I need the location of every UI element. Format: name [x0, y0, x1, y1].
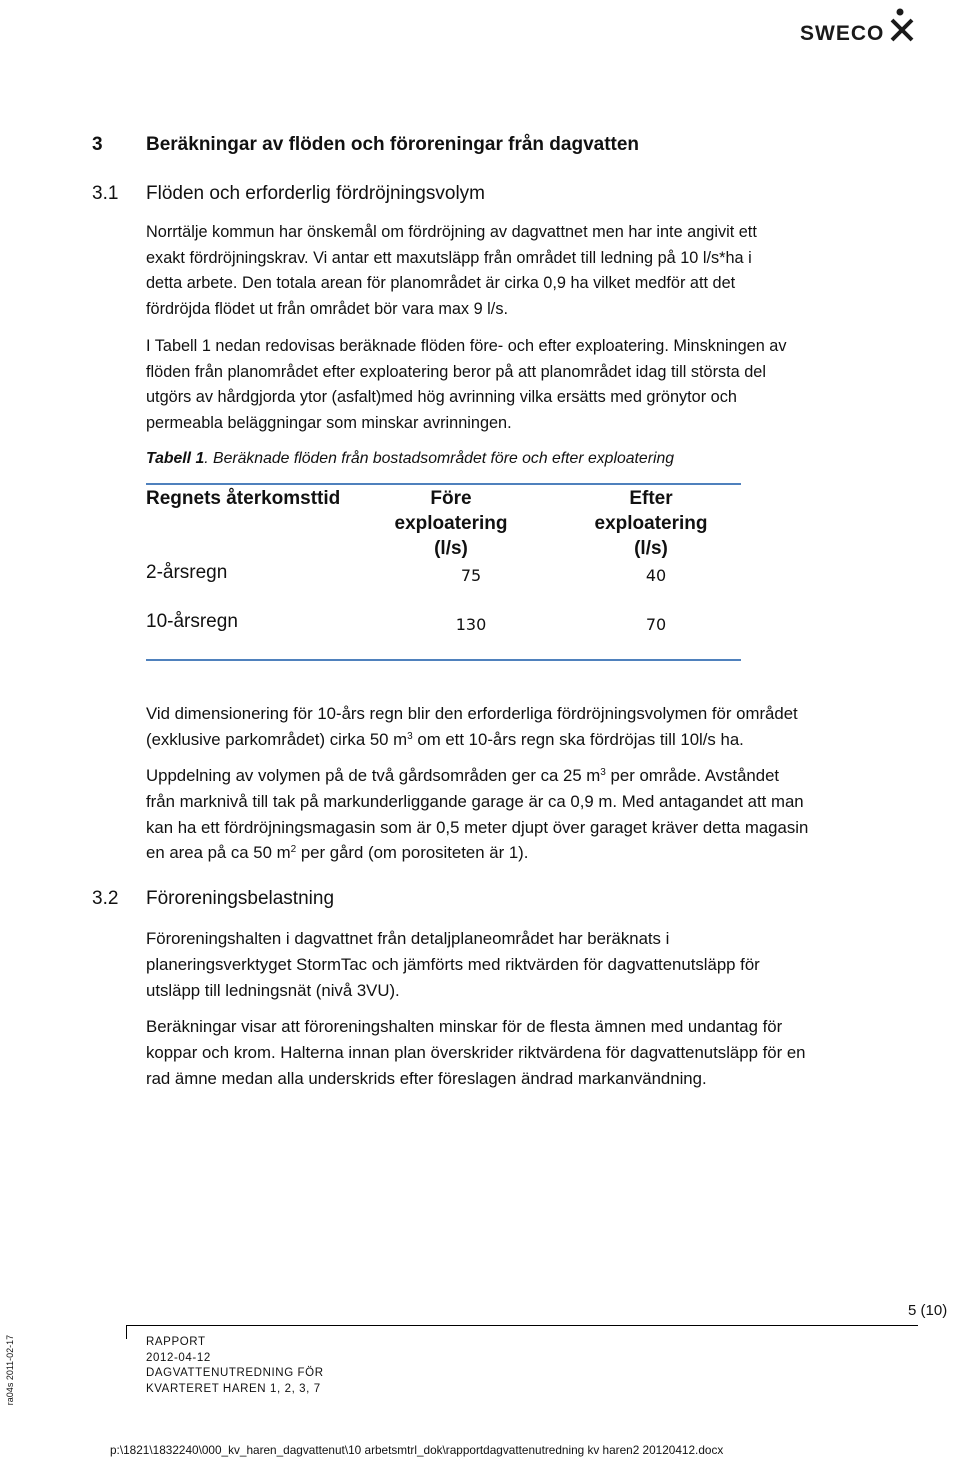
- table-caption: [146, 450, 674, 468]
- header-line: Före: [430, 488, 472, 509]
- text-line: flöden från planområdet efter exploatering beror på att planområdet idag till största del: [146, 362, 766, 381]
- text-line: Norrtälje kommun har önskemål om fördröjning av dagvattnet men har inte angivit ett: [146, 223, 757, 241]
- caption-label: Tabell 1: [146, 450, 205, 467]
- footer-date: 2012-04-12: [146, 1351, 211, 1364]
- header-line: (l/s): [634, 538, 668, 559]
- section-number: 3: [92, 134, 103, 155]
- footer-title-line-1: DAGVATTENUTREDNING FÖR: [146, 1367, 324, 1379]
- caption-text: . Beräknade flöden från bostadsområdet före och efter exploatering: [204, 450, 675, 467]
- cell-before: 130: [455, 615, 487, 634]
- side-label-text: ra04s 2011-02-17: [5, 1334, 15, 1406]
- section-number: 3.1: [92, 183, 119, 204]
- header-line: exploatering: [394, 513, 508, 534]
- sweco-mark-icon: [886, 8, 918, 42]
- text-line: planeringsverktyget StormTac och jämförts med riktvärden för dagvattenutsläpp för: [146, 954, 760, 974]
- text-line: utgörs av hårdgjorda ytor (asfalt)med hög avrinning vilka ersätts med grönytor och: [146, 388, 737, 406]
- footer-divider-tick: [126, 1325, 127, 1339]
- column-header-after: [566, 486, 736, 561]
- section-number: 3.2: [92, 888, 119, 909]
- text-line: exakt fördröjningskrav. Vi antar ett maxutsläpp från området till ledning på 10 l/s*ha i: [146, 248, 752, 267]
- column-header-return-period: Regnets återkomsttid: [146, 488, 341, 509]
- table-top-border: [146, 483, 741, 485]
- text-line: utsläpp till ledningsnät (nivå 3VU).: [146, 980, 400, 1000]
- page-number: 5 (10): [908, 1302, 948, 1319]
- paragraph-1: [146, 220, 916, 322]
- text-line: Föroreningshalten i dagvattnet från detaljplaneområdet har beräknats i: [146, 929, 670, 948]
- text-line: rad ämne medan alla underskrids efter föreslagen ändrad markanvändning.: [146, 1068, 707, 1088]
- text-line: koppar och krom. Halterna innan plan överskrider riktvärdena för dagvattenutsläpp för en: [146, 1042, 806, 1062]
- template-side-label: [0, 1320, 20, 1420]
- logo-wordmark: SWECO: [800, 22, 885, 45]
- section-title: Föroreningsbelastning: [146, 888, 335, 909]
- section-3-2-heading: [92, 888, 334, 910]
- paragraph-6: [146, 1014, 916, 1091]
- column-header-before: [366, 486, 536, 561]
- paragraph-5: [146, 926, 916, 1003]
- text-line: permeabla beläggningar som minskar avrinningen.: [146, 413, 512, 432]
- file-path: p:\1821\1832240\000_kv_haren_dagvattenut\10 arbetsmtrl_dok\rapportdagvattenutredning kv haren2 20120412.docx: [110, 1443, 724, 1457]
- table-bottom-border: [146, 659, 741, 661]
- section-3-heading: [92, 134, 639, 156]
- text-line: (exklusive parkområdet) cirka 50 $m^3$ om ett 10-års regn ska fördröjas till 10l/s ha.: [146, 729, 744, 749]
- section-title: Beräkningar av flöden och föroreningar från dagvatten: [146, 134, 640, 155]
- paragraph-3: [146, 701, 916, 753]
- footer-info: [146, 1335, 324, 1397]
- header-line: Efter: [629, 488, 673, 509]
- section-3-1-heading: [92, 183, 485, 205]
- flow-table: [146, 483, 741, 663]
- text-line: Beräkningar visar att föroreningshalten minskar för de flesta ämnen med undantag för: [146, 1017, 783, 1036]
- header-line: (l/s): [434, 538, 468, 559]
- text-line: detta arbete. Den totala arean för planområdet är cirka 0,9 ha vilket medför att det: [146, 274, 736, 292]
- footer-doc-type: RAPPORT: [146, 1336, 206, 1348]
- paragraph-2: [146, 334, 916, 436]
- sweco-logo: [800, 8, 920, 45]
- cell-before: 75: [460, 566, 482, 585]
- paragraph-4: [146, 763, 916, 866]
- footer-title-line-2: KVARTERET HAREN 1, 2, 3, 7: [146, 1382, 321, 1395]
- cell-after: 70: [645, 615, 667, 634]
- text-line: en area på ca 50 $m^2$ per gård (om porositeten är 1).: [146, 843, 529, 863]
- header-line: exploatering: [594, 513, 708, 534]
- text-line: Uppdelning av volymen på de två gårdsområden ger ca 25 $m^3$ per område. Avståndet: [146, 766, 780, 785]
- cell-after: 40: [645, 566, 667, 585]
- text-line: kan ha ett fördröjningsmagasin som är 0,5 meter djupt över garaget kräver detta magasin: [146, 817, 809, 837]
- text-line: I Tabell 1 nedan redovisas beräknade flöden före- och efter exploatering. Minskningen av: [146, 337, 787, 355]
- section-title: Flöden och erforderlig fördröjningsvolym: [146, 183, 485, 204]
- row-label: 2-årsregn: [146, 562, 228, 583]
- footer-divider: [126, 1325, 918, 1326]
- text-line: från marknivå till tak på markunderliggande garage är ca 0,9 m. Med antagandet att man: [146, 791, 804, 811]
- text-line: fördröjda flödet ut från området bör vara max 9 l/s.: [146, 299, 508, 318]
- row-label: 10-årsregn: [146, 611, 238, 632]
- text-line: Vid dimensionering för 10-års regn blir den erforderliga fördröjningsvolymen för området: [146, 704, 798, 723]
